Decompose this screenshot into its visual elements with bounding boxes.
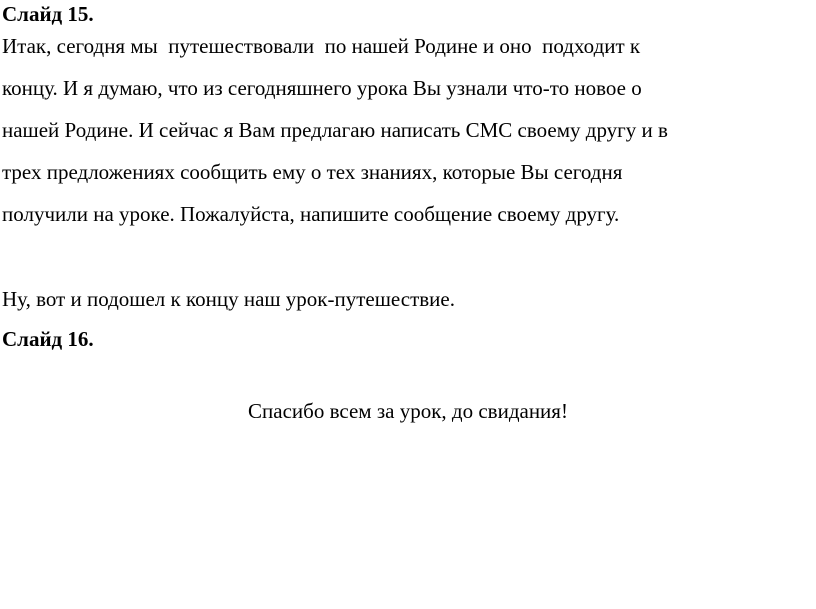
closing-line: Ну, вот и подошел к концу наш урок-путешествие. (2, 287, 455, 311)
paragraph-line: получили на уроке. Пожалуйста, напишите сообщение своему другу. (2, 202, 620, 226)
slide-15-heading: Слайд 15. (2, 2, 94, 26)
paragraph-line: концу. И я думаю, что из сегодняшнего урока Вы узнали что-то новое о (2, 76, 642, 100)
paragraph-line: трех предложениях сообщить ему о тех знаниях, которые Вы сегодня (2, 160, 623, 184)
paragraph-line: нашей Родине. И сейчас я Вам предлагаю написать СМС своему другу и в (2, 118, 668, 142)
slide-16-heading: Слайд 16. (2, 327, 94, 351)
paragraph-line: Итак, сегодня мы путешествовали по нашей Родине и оно подходит к (2, 34, 641, 58)
farewell-line: Спасибо всем за урок, до свидания! (248, 399, 568, 423)
